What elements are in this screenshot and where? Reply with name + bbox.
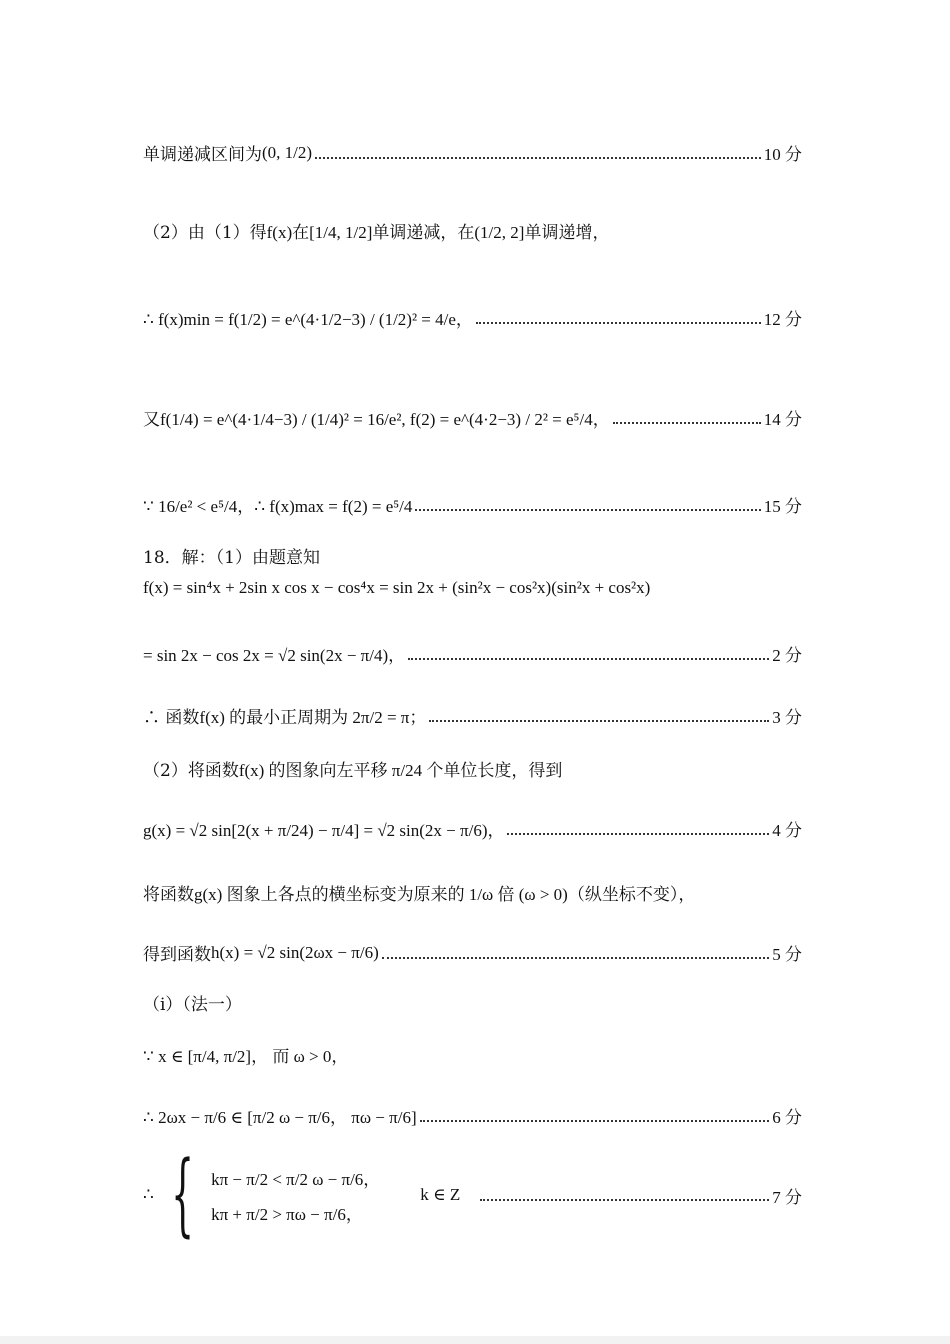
score-label: 4 分 — [772, 821, 802, 840]
math-expression: h(x) = √2 sin(2ωx − π/6) — [211, 942, 379, 962]
text-lead: （2）将函数 — [143, 761, 239, 781]
math-expression: g(x) 图象上各点的横坐标变为原来的 1/ω 倍 (ω > 0)（纵坐标不变）， — [194, 885, 696, 904]
math-expression: ∵ x ∈ [π/4, π/2]， 而 ω > 0， — [143, 1047, 349, 1066]
score-label: 10 分 — [763, 145, 802, 164]
subsection-heading: （i）（法一） — [143, 995, 242, 1015]
problem-heading: 18．解：（1）由题意知 — [143, 548, 320, 568]
line-decreasing-interval — [143, 140, 802, 165]
line-fmin — [143, 305, 802, 330]
math-expression: f(x) 的最小正周期为 2π/2 = π； — [199, 708, 427, 727]
math-expression: = sin 2x − cos 2x = √2 sin(2x − π/4)， — [143, 646, 406, 665]
dotted-leader — [382, 957, 770, 959]
score-label: 3 分 — [772, 708, 802, 727]
line-hx — [143, 940, 802, 965]
dotted-leader — [476, 322, 761, 324]
dotted-leader — [613, 422, 761, 424]
inequality-row-2: kπ + π/2 > πω − π/6， — [211, 1205, 363, 1224]
line-shift-left — [143, 756, 802, 781]
inequality-system — [211, 1165, 380, 1225]
line-simplified-form — [143, 641, 802, 666]
line-x-range — [143, 1042, 802, 1067]
dotted-leader — [415, 509, 760, 511]
dotted-leader — [429, 720, 769, 722]
line-f-quarter-f2 — [143, 405, 802, 430]
line-part2-monotonic — [143, 218, 802, 243]
math-expression: ∴ 2ωx − π/6 ∈ [π/2 ω − π/6， πω − π/6] — [143, 1108, 417, 1127]
text-lead: 又 — [143, 410, 160, 430]
score-label: 15 分 — [763, 497, 802, 516]
math-expression: f(x) = sin⁴x + 2sin x cos x − cos⁴x = sin 2x + (sin²x − cos²x)(sin²x + cos²x) — [143, 578, 651, 597]
line-inequality-system — [143, 1142, 802, 1247]
left-brace-icon: { — [171, 1142, 194, 1247]
math-expression: f(1/4) = e^(4·1/4−3) / (1/4)² = 16/e², f(2) = e^(4·2−3) / 2² = e⁵/4， — [160, 410, 610, 429]
therefore-symbol: ∴ — [143, 1185, 154, 1204]
page-bottom-strip — [0, 1336, 950, 1344]
dotted-leader — [315, 157, 761, 159]
math-expression: (0, 1/2) — [262, 142, 313, 162]
line-argument-range — [143, 1103, 802, 1128]
line-period — [143, 703, 802, 728]
math-expression: ∴ f(x)min = f(1/2) = e^(4·1/2−3) / (1/2)² = 4/e， — [143, 310, 473, 329]
dotted-leader — [480, 1199, 769, 1201]
math-expression: f(x) 的图象向左平移 π/24 个单位长度，得到 — [238, 761, 563, 780]
line-fx-expansion — [143, 578, 802, 598]
text-lead: （2）由（1）得 — [143, 223, 267, 243]
text-lead: 得到函数 — [143, 945, 211, 965]
math-expression: f(x)在[1/4, 1/2]单调递减，在(1/2, 2]单调递增， — [266, 223, 610, 242]
score-label: 14 分 — [763, 410, 802, 429]
line-scale-transform — [143, 880, 802, 905]
line-problem18-heading — [143, 543, 802, 568]
score-label: 12 分 — [763, 310, 802, 329]
integer-condition: k ∈ Z — [420, 1185, 461, 1204]
text-lead: 将函数 — [143, 885, 194, 905]
math-expression: ∵ 16/e² < e⁵/4，∴ f(x)max = f(2) = e⁵/4 — [143, 497, 413, 516]
score-label: 5 分 — [772, 945, 802, 964]
math-expression: g(x) = √2 sin[2(x + π/24) − π/4] = √2 sin(2x − π/6)， — [143, 821, 505, 840]
text-lead: ∴ 函数 — [143, 708, 200, 728]
dotted-leader — [408, 658, 769, 660]
score-label: 6 分 — [772, 1108, 802, 1127]
score-label: 7 分 — [772, 1187, 802, 1207]
line-method-one — [143, 990, 802, 1015]
text-lead: 单调递减区间为 — [143, 145, 262, 165]
line-gx — [143, 816, 802, 841]
inequality-row-1: kπ − π/2 < π/2 ω − π/6， — [211, 1170, 381, 1189]
score-label: 2 分 — [772, 646, 802, 665]
dotted-leader — [507, 833, 769, 835]
line-fmax — [143, 492, 802, 517]
dotted-leader — [420, 1120, 770, 1122]
